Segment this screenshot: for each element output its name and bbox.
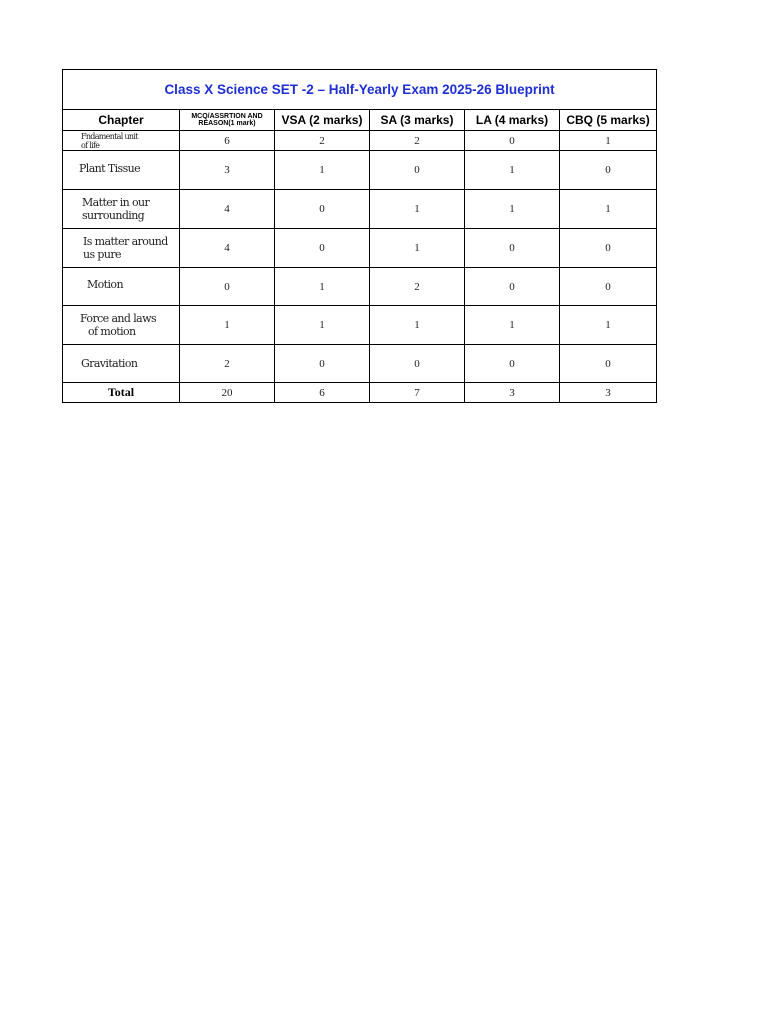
vsa-cell: 1 xyxy=(275,268,370,306)
chapter-cell xyxy=(63,345,180,383)
la-cell: 1 xyxy=(465,190,560,229)
total-row xyxy=(63,383,657,403)
chapter-cell xyxy=(63,268,180,306)
chapter-line1: Motion xyxy=(87,278,123,291)
cbq-cell: 1 xyxy=(560,131,657,151)
chapter-cell xyxy=(63,151,180,190)
sa-cell: 2 xyxy=(370,268,465,306)
vsa-cell: 2 xyxy=(275,131,370,151)
total-sa: 7 xyxy=(370,383,465,403)
header-mcq xyxy=(180,110,275,131)
chapter-cell xyxy=(63,131,180,151)
table-row xyxy=(63,190,657,229)
mcq-cell: 3 xyxy=(180,151,275,190)
chapter-line1: Is matter around xyxy=(83,235,168,248)
header-la: LA (4 marks) xyxy=(465,110,560,131)
total-cbq: 3 xyxy=(560,383,657,403)
sa-cell: 1 xyxy=(370,190,465,229)
cbq-cell: 0 xyxy=(560,229,657,268)
table-row xyxy=(63,345,657,383)
mcq-cell: 1 xyxy=(180,306,275,345)
mcq-cell: 4 xyxy=(180,229,275,268)
table-row xyxy=(63,229,657,268)
total-vsa: 6 xyxy=(275,383,370,403)
la-cell: 0 xyxy=(465,345,560,383)
chapter-line1: Plant Tissue xyxy=(79,161,141,175)
la-cell: 0 xyxy=(465,268,560,306)
total-mcq: 20 xyxy=(180,383,275,403)
sa-cell: 1 xyxy=(370,229,465,268)
chapter-line1: Gravitation xyxy=(81,357,138,370)
cbq-cell: 0 xyxy=(560,151,657,190)
chapter-cell xyxy=(63,306,180,345)
mcq-cell: 2 xyxy=(180,345,275,383)
sa-cell: 2 xyxy=(370,131,465,151)
cbq-cell: 1 xyxy=(560,306,657,345)
sa-cell: 0 xyxy=(370,345,465,383)
chapter-line2: us pure xyxy=(83,248,121,261)
vsa-cell: 0 xyxy=(275,345,370,383)
header-sa: SA (3 marks) xyxy=(370,110,465,131)
vsa-cell: 1 xyxy=(275,151,370,190)
header-cbq: CBQ (5 marks) xyxy=(560,110,657,131)
table-title: Class X Science SET -2 – Half-Yearly Exam 2025-26 Blueprint xyxy=(63,70,657,110)
la-cell: 1 xyxy=(465,151,560,190)
vsa-cell: 0 xyxy=(275,190,370,229)
vsa-cell: 1 xyxy=(275,306,370,345)
table-row xyxy=(63,151,657,190)
cbq-cell: 0 xyxy=(560,268,657,306)
chapter-line2: surrounding xyxy=(82,209,145,222)
cbq-cell: 1 xyxy=(560,190,657,229)
title-row xyxy=(63,70,657,110)
chapter-cell xyxy=(63,229,180,268)
table-row xyxy=(63,131,657,151)
la-cell: 0 xyxy=(465,131,560,151)
chapter-line1: Matter in our xyxy=(82,196,150,209)
header-mcq-line2: REASON(1 mark) xyxy=(198,120,256,127)
chapter-cell xyxy=(63,190,180,229)
la-cell: 1 xyxy=(465,306,560,345)
table-row xyxy=(63,268,657,306)
mcq-cell: 4 xyxy=(180,190,275,229)
total-la: 3 xyxy=(465,383,560,403)
sa-cell: 0 xyxy=(370,151,465,190)
chapter-line2: of life xyxy=(81,140,100,150)
header-row xyxy=(63,110,657,131)
vsa-cell: 0 xyxy=(275,229,370,268)
cbq-cell: 0 xyxy=(560,345,657,383)
chapter-line1: Fndamental unit xyxy=(81,131,138,141)
header-chapter: Chapter xyxy=(63,110,180,131)
mcq-cell: 0 xyxy=(180,268,275,306)
sa-cell: 1 xyxy=(370,306,465,345)
chapter-line1: Force and laws xyxy=(80,312,156,325)
header-mcq-line1: MCQ/ASSRTION AND xyxy=(191,113,263,120)
header-vsa: VSA (2 marks) xyxy=(275,110,370,131)
table-row xyxy=(63,306,657,345)
mcq-cell: 6 xyxy=(180,131,275,151)
la-cell: 0 xyxy=(465,229,560,268)
blueprint-table xyxy=(62,69,657,403)
total-label: Total xyxy=(63,383,180,403)
chapter-line2: of motion xyxy=(88,325,136,338)
